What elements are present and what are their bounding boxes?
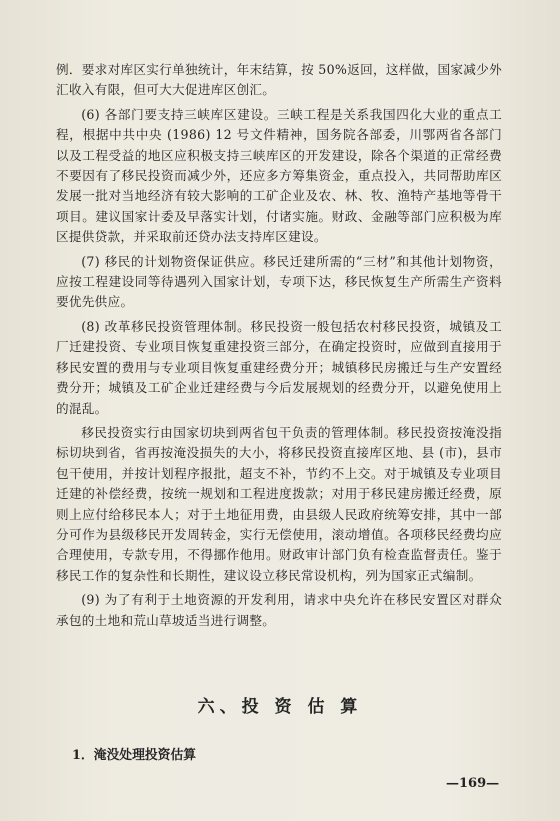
section-title: 六、投 资 估 算 (197, 697, 363, 717)
paragraph-continuation: 例．要求对库区实行单独统计，年末结算，按 50%返回，这样做，国家减少外汇收入有限，但可大大促进库区创汇。 (56, 62, 502, 98)
paragraph-item-9: (9) 为了有利于土地资源的开发利用，请求中央允许在移民安置区对群众承包的土地和荒山草坡适当进行调整。 (56, 592, 502, 628)
paragraph-item-7: (7) 移民的计划物资保证供应。移民迁建所需的“三材”和其他计划物资，应按工程建设同等待遇列入国家计划，专项下达，移民恢复生产所需生产资料要优先供应。 (56, 253, 502, 310)
paragraph-item-6: (6) 各部门要支持三峡库区建设。三峡工程是关系我国四化大业的重点工程，根据中共中央 (1986) 12 号文件精神，国务院各部委，川鄂两省各部门以及工程受益的地区应积极支持三峡库区的开发建设，除各个渠道的正常经费不要因有了移民投资而减少外，还应多方筹集资金，重点投入，共同帮助库区发展一批对当地经济有较大影响的工矿企业及农、林、牧、渔特产基地等骨干项目。建议国家计委及早落实计划，付诸实施。财政、金融等部门应积极为库区提供贷款，并采取前还贷办法支持库区建设。 (56, 106, 502, 245)
paragraph-management: 移民投资实行由国家切块到两省包干负责的管理体制。移民投资按淹没指标切块到省，省再按淹没损失的大小，将移民投资直接库区地、县 (市)，县市包干使用，并按计划程序报批，超支不补，节约不上交。对于城镇及专业项目迁建的补偿经费，按统一规划和工程进度拨款；对用于移民建房搬迁经费，原则上应付给移民本人；对于土地征用费，由县级人民政府统筹安排，其中一部分可作为县级移民开发周转金，实行无偿使用，滚动增值。各项移民经费均应合理使用，专款专用，不得挪作他用。财政审计部门负有检查监督责任。鉴于移民工作的复杂性和长期性，建议设立移民常设机构，列为国家正式编制。 (56, 424, 502, 583)
paragraph-item-8: (8) 改革移民投资管理体制。移民投资一般包括农村移民投资，城镇及工厂迁建投资、专业项目恢复重建投资三部分，在确定投资时，应做到直接用于移民安置的费用与专业项目恢复重建经费分开；城镇移民房搬迁与生产安置经费分开；城镇及工矿企业迁建经费与今后发展规划的经费分开，以避免使用上的混乱。 (56, 318, 502, 416)
body-text (56, 60, 502, 635)
page-number: —169— (446, 776, 500, 791)
subsection-title: 1．淹没处理投资估算 (72, 748, 197, 763)
